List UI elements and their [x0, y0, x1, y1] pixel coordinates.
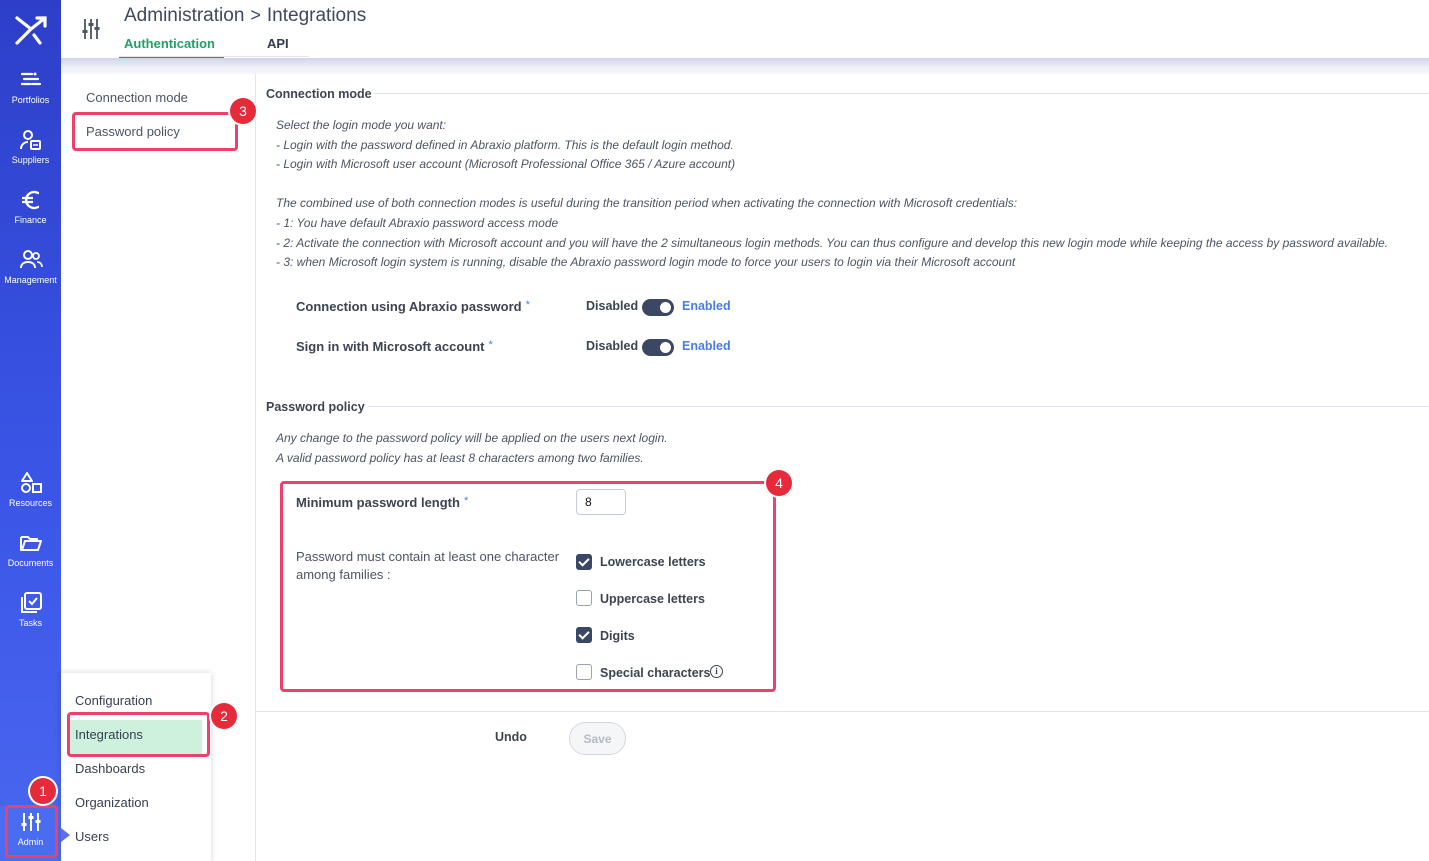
tab-authentication[interactable]: Authentication [124, 36, 219, 57]
description-line: - 1: You have default Abraxio password access mode [276, 215, 559, 230]
nav-documents-label: Documents [7, 558, 54, 568]
management-icon [19, 248, 43, 272]
abraxio-password-toggle[interactable] [642, 299, 674, 316]
connection-mode-title: Connection mode [266, 87, 372, 101]
nav-resources[interactable] [0, 467, 61, 523]
description-line: - Login with the password defined in Abraxio platform. This is the default login method. [276, 137, 734, 152]
annotation-badge: 3 [230, 98, 256, 124]
description-line: Select the login mode you want: [276, 118, 447, 132]
nav-tasks-label: Tasks [18, 618, 42, 628]
breadcrumb [124, 5, 366, 27]
nav-portfolios-label: Portfolios [11, 95, 50, 105]
connection-description [276, 116, 1388, 273]
admin-menu-dashboards[interactable]: Dashboards [75, 761, 146, 776]
nav-tasks[interactable] [0, 587, 61, 643]
suppliers-icon [19, 128, 43, 152]
annotation-badge: 1 [30, 778, 56, 804]
admin-menu-configuration[interactable]: Configuration [75, 693, 153, 708]
description-line: Any change to the password policy will be applied on the users next login. [276, 431, 668, 445]
info-icon[interactable]: i [710, 665, 723, 678]
euro-icon [19, 188, 43, 212]
nav-finance[interactable] [0, 184, 61, 240]
digits-checkbox[interactable] [576, 627, 592, 643]
tab-api[interactable]: API [267, 36, 289, 51]
nav-resources-label: Resources [8, 498, 53, 508]
min-length-input[interactable] [576, 489, 626, 515]
families-label: Password must contain at least one character among families : [296, 549, 560, 582]
admin-menu [61, 673, 211, 861]
required-marker: * [525, 299, 530, 311]
subnav-password-policy[interactable]: Password policy [86, 124, 180, 139]
tab-divider [119, 56, 309, 57]
menu-pointer [61, 828, 70, 842]
resources-icon [19, 471, 43, 495]
nav-documents[interactable] [0, 527, 61, 583]
description-line: - 2: Activate the connection with Microsoft account and you will have the 2 simultaneous login methods. You can thus configure and develop this new login mode while keeping the access by password available. [276, 235, 1388, 250]
sliders-icon [19, 810, 43, 834]
admin-menu-integrations[interactable]: Integrations [75, 727, 143, 742]
breadcrumb-root[interactable]: Administration [124, 5, 245, 26]
breadcrumb-current: Integrations [266, 5, 367, 26]
min-length-label [296, 495, 468, 510]
nav-finance-label: Finance [14, 215, 47, 225]
subnav-connection-mode[interactable]: Connection mode [86, 90, 188, 105]
section-divider [374, 93, 1429, 94]
required-marker: * [463, 495, 469, 507]
abraxio-password-label [296, 299, 530, 314]
main-content [256, 74, 1429, 861]
required-marker: * [488, 339, 493, 351]
admin-menu-users[interactable]: Users [75, 829, 109, 844]
admin-menu-organization[interactable]: Organization [75, 795, 149, 810]
lowercase-checkbox[interactable] [576, 554, 592, 570]
folder-icon [19, 531, 43, 555]
special-characters-label[interactable]: Special characters [600, 666, 711, 680]
footer-divider [256, 711, 1429, 712]
abraxio-password-enabled-label[interactable]: Enabled [682, 299, 731, 313]
left-navigation [0, 0, 61, 861]
breadcrumb-separator: > [250, 5, 261, 25]
nav-suppliers-label: Suppliers [11, 155, 50, 165]
description-line: A valid password policy has at least 8 characters among two families. [276, 450, 644, 465]
nav-admin[interactable] [0, 806, 61, 861]
microsoft-signin-enabled-label[interactable]: Enabled [682, 339, 731, 353]
abraxio-password-label-text: Connection using Abraxio password [296, 299, 522, 314]
nav-management-label: Management [4, 275, 57, 285]
abraxio-logo [14, 14, 48, 46]
abraxio-password-disabled-label[interactable]: Disabled [586, 299, 639, 313]
annotation-badge: 2 [211, 703, 237, 729]
microsoft-signin-disabled-label[interactable]: Disabled [586, 339, 639, 353]
special-characters-checkbox[interactable] [576, 664, 592, 680]
nav-portfolios[interactable] [0, 64, 61, 120]
header-shadow [61, 58, 1429, 74]
microsoft-signin-label-text: Sign in with Microsoft account [296, 339, 485, 354]
save-button[interactable]: Save [569, 722, 626, 755]
uppercase-label[interactable]: Uppercase letters [600, 592, 705, 606]
nav-management[interactable] [0, 244, 61, 300]
digits-label[interactable]: Digits [600, 629, 635, 643]
uppercase-checkbox[interactable] [576, 590, 592, 606]
min-length-label-text: Minimum password length [296, 495, 460, 510]
microsoft-signin-toggle[interactable] [642, 339, 674, 356]
tasks-icon [19, 591, 43, 615]
section-divider [368, 406, 1429, 407]
nav-admin-label: Admin [17, 837, 44, 847]
portfolios-icon [19, 68, 43, 92]
annotation-badge: 4 [766, 470, 792, 496]
description-line: The combined use of both connection modes is useful during the transition period when activating the connection with Microsoft credentials: [276, 196, 1018, 211]
nav-suppliers[interactable] [0, 124, 61, 180]
sliders-icon [81, 18, 101, 40]
description-line [276, 175, 1388, 195]
password-policy-description [276, 429, 668, 468]
description-line: - 3: when Microsoft login system is running, disable the Abraxio password login mode to force your users to login via their Microsoft account [276, 255, 1016, 270]
password-policy-title: Password policy [266, 400, 365, 414]
microsoft-signin-label [296, 339, 493, 354]
lowercase-label[interactable]: Lowercase letters [600, 555, 706, 569]
page-header [61, 0, 1429, 60]
description-line: - Login with Microsoft user account (Microsoft Professional Office 365 / Azure account) [276, 157, 736, 172]
undo-button[interactable]: Undo [495, 730, 527, 744]
